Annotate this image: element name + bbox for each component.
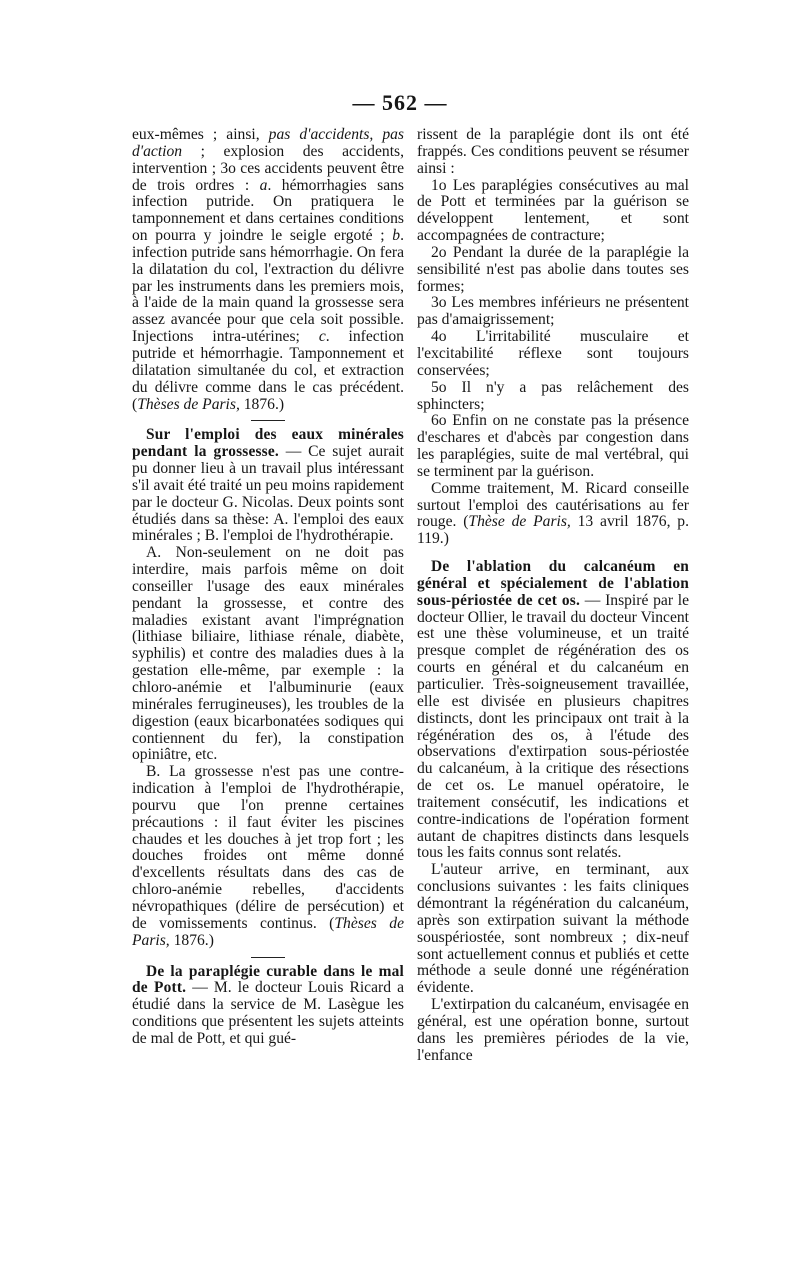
body-text: A. Non-seulement on ne doit pas interdire, mais parfois même on doit conseiller l'usage des eaux minérales pendant la grossesse, et contre des maladies existant avant l'imprégnation (lithiase biliaire, lithiase rénale, diabète, syphilis) et contre des maladies dues à la gestation elle-même, par exemple : la chloro-anémie et l'albuminurie (eaux minérales ferrugineuses), les troubles de la digestion (eaux bicarbonatées sodiques qui contiennent du fer), la constipation opiniâtre, etc. bbox=[132, 544, 404, 764]
body-text: 13 avril 1876, p. 119.) bbox=[417, 513, 689, 548]
body-text: — M. le docteur Louis Ricard a étudié dans la service de M. Lasègue les conditions que présentent les sujets atteints de mal de Pott, et qui gué- bbox=[132, 979, 404, 1047]
body-text: L'extirpation du calcanéum, envisagée en général, est une opération bonne, surtout dans les premières périodes de la vie, l'enfance bbox=[417, 996, 689, 1064]
body-text: Comme traitement, M. Ricard conseille surtout l'emploi des cautérisations au fer rouge. ( bbox=[417, 479, 689, 531]
body-text: 5o Il n'y a pas relâchement des sphincters; bbox=[417, 378, 689, 413]
paragraph-extirpation bbox=[417, 997, 689, 1064]
article-calcaneum-intro bbox=[417, 559, 689, 862]
section-divider bbox=[251, 420, 285, 421]
article-heading: Sur l'emploi des eaux minérales pendant la grossesse. bbox=[132, 426, 404, 461]
body-text: B. La grossesse n'est pas une contre-indication à l'emploi de l'hydrothérapie, pourvu que l'on prenne certaines précautions : il faut éviter les piscines chaudes et les douches à jet trop fort ; les douches froides ont même donné d'excellents résultats dans des cas de chloro-anémie rebelles, d'accidents névropathiques (délire de persécution) et de vomissements continus. ( bbox=[132, 763, 404, 932]
body-text: eux-mêmes ; ainsi, bbox=[132, 126, 269, 143]
body-text: 3o Les membres inférieurs ne présentent pas d'amaigrissement; bbox=[417, 294, 689, 329]
paragraph-hydrotherapie-b bbox=[132, 764, 404, 949]
body-text: ; explosion des accidents, intervention ; 3o ces accidents peuvent être de trois ordres : bbox=[132, 142, 404, 194]
italic-text: pas d'accidents, pas d'action bbox=[132, 126, 404, 160]
body-text: rissent de la paraplégie dont ils ont été frappés. Ces conditions peuvent se résumer ainsi : bbox=[417, 126, 689, 177]
right-column bbox=[417, 127, 689, 1064]
article-paraplegie-intro bbox=[132, 964, 404, 1048]
paragraph-conclusions bbox=[417, 862, 689, 997]
conclusion-item bbox=[417, 295, 689, 329]
body-text: — Ce sujet aurait pu donner lieu à un travail plus intéressant s'il avait été traité un peu moins rapidement par le docteur G. Nicolas. Deux points sont étudiés dans sa thèse: A. l'emploi des eaux minérales ; B. l'emploi de l'hydrothérapie. bbox=[132, 443, 404, 545]
italic-text: a bbox=[259, 176, 268, 194]
article-eaux-minerales-intro bbox=[132, 427, 404, 545]
body-text: 4o L'irritabilité musculaire et l'excitabilité réflexe sont toujours conservées; bbox=[417, 328, 689, 379]
body-text: 1o Les paraplégies consécutives au mal de Pott et terminées par la guérison se développent lentement, et sont accompagnées de contracture; bbox=[417, 176, 689, 245]
conclusion-item bbox=[417, 329, 689, 380]
page-number: — 562 — bbox=[352, 90, 448, 115]
paragraph-paraplegie-continued bbox=[417, 127, 689, 178]
article-heading: De l'ablation du calcanéum en général et spécialement de l'ablation sous-périostée de cet os. bbox=[417, 558, 689, 609]
left-column bbox=[132, 127, 404, 1048]
body-text: 6o Enfin on ne constate pas la présence d'eschares et d'abcès par congestion dans les paraplégies, suite de mal vertébral, qui se terminent par la guérison. bbox=[417, 412, 689, 480]
conclusion-item bbox=[417, 413, 689, 480]
paragraph-fausse-couche-conclusion bbox=[132, 127, 404, 413]
body-text: . hémorrhagies sans infection putride. On pratiquera le tamponnement et dans certaines conditions on pourra y joindre le seigle ergoté ; bbox=[132, 176, 405, 245]
section-divider bbox=[251, 957, 285, 958]
paragraph-eaux-minerales-a bbox=[132, 545, 404, 764]
conclusion-item bbox=[417, 245, 689, 296]
body-text: — Inspiré par le docteur Ollier, le travail du docteur Vincent est une thèse volumineuse, et un traité presque complet de régénération des os courts en général et du calcanéum en particulier. Très-soigneusement travaillée, elle est divisée en plusieurs chapitres distincts, dont les principaux ont trait à la régénération des os, à l'étude des observations d'extirpation sous-périostée du calcanéum, à la critique des résections de cet os. Le manuel opératoire, le traitement consécutif, les indications et contre-indications de l'opération forment autant de chapitres distincts dans lesquels tous les faits connus sont relatés. bbox=[417, 591, 689, 862]
body-text: 1876.) bbox=[239, 395, 285, 413]
body-text: 1876.) bbox=[169, 931, 214, 949]
italic-text: Thèses de Paris, bbox=[132, 914, 404, 949]
italic-text: b bbox=[392, 227, 401, 245]
article-heading: De la paraplégie curable dans le mal de Pott. bbox=[132, 962, 404, 997]
conclusion-item bbox=[417, 380, 689, 414]
body-text: . infection putride et hémorrhagie. Tamponnement et dilatation simultanée du col, et extraction du délivre comme dans le cas précédent. ( bbox=[132, 328, 404, 413]
body-text: L'auteur arrive, en terminant, aux conclusions suivantes : les faits cliniques démontrant la régénération du calcanéum, après son extirpation suivant la méthode souspériostée, sont nombreux ; dix-neuf sont actuellement connus et publiés et cette méthode a seule donné une régénération évidente. bbox=[417, 861, 689, 997]
body-text: . infection putride sans hémorrhagie. On fera la dilatation du col, l'extraction du délivre par les instruments dans les premiers mois, à l'aide de la main quand la grossesse sera assez avancée pour que cela soit possible. Injections intra-utérines; bbox=[132, 227, 404, 346]
italic-text: Thèse de Paris, bbox=[468, 513, 571, 531]
italic-text: Thèses de Paris, bbox=[137, 395, 240, 413]
conclusion-item bbox=[417, 178, 689, 245]
paragraph-traitement bbox=[417, 481, 689, 548]
italic-text: c bbox=[318, 328, 326, 346]
body-text: 2o Pendant la durée de la paraplégie la sensibilité n'est pas abolie dans toutes ses formes; bbox=[417, 243, 689, 295]
